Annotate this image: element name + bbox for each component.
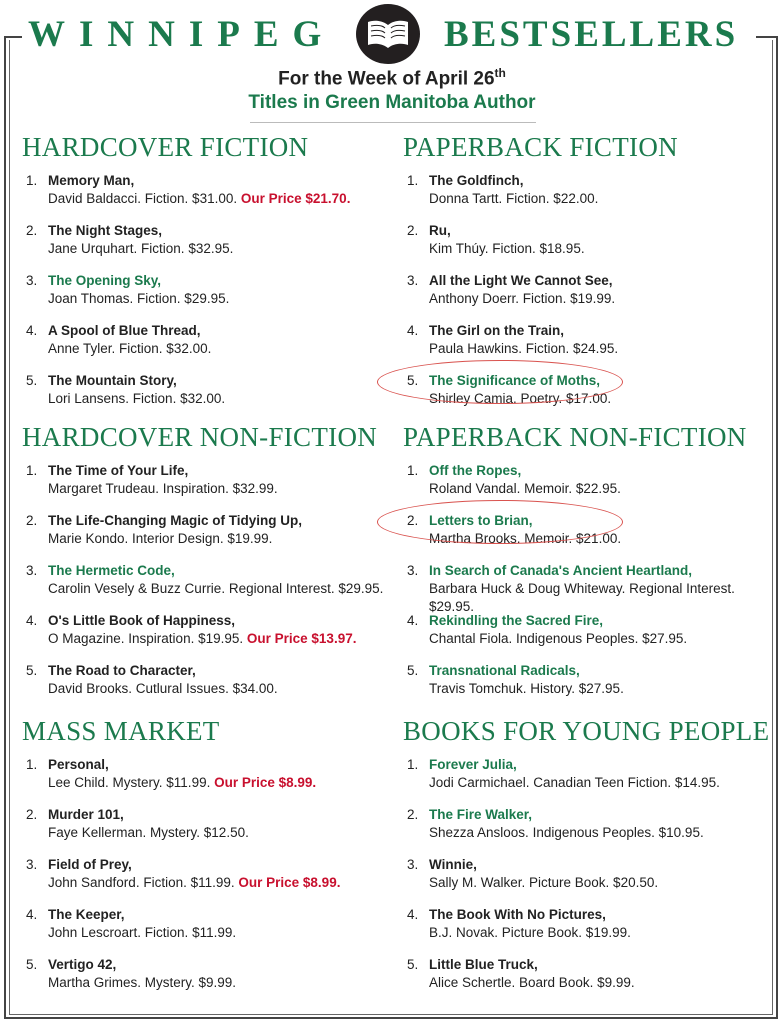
book-title: All the Light We Cannot See, xyxy=(429,273,613,288)
author-category-price: Lee Child. Mystery. $11.99. xyxy=(48,775,211,790)
author-category-price: Faye Kellerman. Mystery. $12.50. xyxy=(48,825,249,840)
book-detail xyxy=(48,924,392,942)
book-title: Ru, xyxy=(429,223,451,238)
rank-number: 3. xyxy=(407,273,419,288)
rank-number: 5. xyxy=(407,373,419,388)
book-title: The Fire Walker, xyxy=(429,807,533,822)
author-category-price: Martha Brooks. Memoir. $21.00. xyxy=(429,531,622,546)
masthead xyxy=(0,0,784,70)
highlight-circle xyxy=(377,500,623,544)
section-heading: HARDCOVER NON-FICTION xyxy=(22,422,378,452)
sale-price: Our Price $13.97. xyxy=(246,631,357,646)
author-category-price: Chantal Fiola. Indigenous Peoples. $27.95. xyxy=(429,631,688,646)
book-detail xyxy=(429,680,773,698)
list-item xyxy=(22,612,392,662)
list-item xyxy=(22,222,392,272)
book-title: The Girl on the Train, xyxy=(429,323,565,338)
list-item xyxy=(403,172,773,222)
book-title: The Opening Sky, xyxy=(48,273,162,288)
list-item xyxy=(22,956,392,1006)
section-paperback-fiction xyxy=(403,132,773,422)
book-title: The Night Stages, xyxy=(48,223,163,238)
author-category-price: Jane Urquhart. Fiction. $32.95. xyxy=(48,241,234,256)
book-detail xyxy=(429,190,773,208)
book-detail xyxy=(48,190,392,208)
list-item xyxy=(22,272,392,322)
author-category-price: Shirley Camia. Poetry. $17.00. xyxy=(429,391,612,406)
section-books-for-young-people xyxy=(403,716,773,1006)
book-title: Transnational Radicals, xyxy=(429,663,580,678)
book-title: Field of Prey, xyxy=(48,857,132,872)
header-divider xyxy=(250,122,536,123)
list-item xyxy=(403,662,773,712)
rank-number: 3. xyxy=(407,857,419,872)
book-title: The Mountain Story, xyxy=(48,373,177,388)
book-detail xyxy=(429,774,773,792)
author-category-price: David Brooks. Cutlural Issues. $34.00. xyxy=(48,681,278,696)
rank-number: 4. xyxy=(26,907,38,922)
sale-price: Our Price $8.99. xyxy=(214,775,317,790)
book-title: Letters to Brian, xyxy=(429,513,533,528)
book-title: O's Little Book of Happiness, xyxy=(48,613,235,628)
rank-number: 2. xyxy=(26,513,38,528)
author-category-price: Anne Tyler. Fiction. $32.00. xyxy=(48,341,212,356)
section-hardcover-non-fiction xyxy=(22,422,392,712)
masthead-bestsellers: BESTSELLERS xyxy=(438,10,744,60)
book-title: Rekindling the Sacred Fire, xyxy=(429,613,604,628)
rank-number: 2. xyxy=(407,223,419,238)
list-item xyxy=(403,906,773,956)
book-title: Little Blue Truck, xyxy=(429,957,538,972)
rank-number: 4. xyxy=(407,907,419,922)
book-detail xyxy=(48,874,392,892)
rank-number: 3. xyxy=(407,563,419,578)
list-item xyxy=(22,806,392,856)
list-item xyxy=(22,322,392,372)
book-detail xyxy=(429,290,773,308)
sale-price: Our Price $8.99. xyxy=(238,875,341,890)
list-item xyxy=(22,662,392,712)
book-detail xyxy=(48,340,392,358)
book-title: A Spool of Blue Thread, xyxy=(48,323,201,338)
masthead-winnipeg: WINNIPEG xyxy=(22,10,341,60)
rank-number: 3. xyxy=(26,273,38,288)
book-detail xyxy=(48,974,392,992)
list-item xyxy=(22,856,392,906)
rank-number: 4. xyxy=(26,323,38,338)
legend-manitoba-author: Titles in Green Manitoba Author xyxy=(248,92,536,113)
book-title: Off the Ropes, xyxy=(429,463,522,478)
rank-number: 4. xyxy=(407,323,419,338)
section-heading: PAPERBACK NON-FICTION xyxy=(403,422,747,452)
book-detail xyxy=(429,240,773,258)
author-category-price: Marie Kondo. Interior Design. $19.99. xyxy=(48,531,273,546)
rank-number: 1. xyxy=(26,463,38,478)
book-detail xyxy=(429,340,773,358)
list-item xyxy=(22,512,392,562)
book-title: The Hermetic Code, xyxy=(48,563,175,578)
list-item xyxy=(22,372,392,422)
list-item xyxy=(22,172,392,222)
section-heading: BOOKS FOR YOUNG PEOPLE xyxy=(403,716,770,746)
list-item xyxy=(22,562,392,612)
author-category-price: John Sandford. Fiction. $11.99. xyxy=(48,875,235,890)
rank-number: 1. xyxy=(26,173,38,188)
book-title: Memory Man, xyxy=(48,173,135,188)
book-detail xyxy=(429,974,773,992)
section-hardcover-fiction xyxy=(22,132,392,422)
author-category-price: Kim Thúy. Fiction. $18.95. xyxy=(429,241,585,256)
book-title: The Goldfinch, xyxy=(429,173,524,188)
list-item xyxy=(403,562,773,612)
book-detail xyxy=(48,240,392,258)
author-category-price: John Lescroart. Fiction. $11.99. xyxy=(48,925,237,940)
author-category-price: Shezza Ansloos. Indigenous Peoples. $10.95. xyxy=(429,825,704,840)
rank-number: 2. xyxy=(407,513,419,528)
book-title: In Search of Canada's Ancient Heartland, xyxy=(429,563,693,578)
list-item xyxy=(22,906,392,956)
book-detail xyxy=(429,480,773,498)
book-title: The Significance of Moths, xyxy=(429,373,601,388)
rank-number: 1. xyxy=(407,173,419,188)
book-title: Forever Julia, xyxy=(429,757,517,772)
rank-number: 4. xyxy=(26,613,38,628)
list-item xyxy=(403,756,773,806)
author-category-price: Carolin Vesely & Buzz Currie. Regional Interest. $29.95. xyxy=(48,581,384,596)
author-category-price: Martha Grimes. Mystery. $9.99. xyxy=(48,975,237,990)
author-category-price: Barbara Huck & Doug Whiteway. Regional Interest. $29.95. xyxy=(429,581,735,614)
book-title: The Book With No Pictures, xyxy=(429,907,606,922)
sale-price: Our Price $21.70. xyxy=(240,191,351,206)
author-category-price: Anthony Doerr. Fiction. $19.99. xyxy=(429,291,616,306)
list-item xyxy=(22,756,392,806)
rank-number: 2. xyxy=(407,807,419,822)
rank-number: 5. xyxy=(26,663,38,678)
author-category-price: O Magazine. Inspiration. $19.95. xyxy=(48,631,244,646)
book-detail xyxy=(48,824,392,842)
author-category-price: Roland Vandal. Memoir. $22.95. xyxy=(429,481,621,496)
author-category-price: Travis Tomchuk. History. $27.95. xyxy=(429,681,624,696)
author-category-price: Joan Thomas. Fiction. $29.95. xyxy=(48,291,230,306)
book-detail xyxy=(48,680,392,698)
list-item xyxy=(403,372,773,422)
book-detail xyxy=(48,390,392,408)
list-item xyxy=(403,272,773,322)
section-paperback-non-fiction xyxy=(403,422,773,712)
list-item xyxy=(403,612,773,662)
book-detail xyxy=(429,630,773,648)
rank-number: 5. xyxy=(407,957,419,972)
rank-number: 4. xyxy=(407,613,419,628)
book-title: Vertigo 42, xyxy=(48,957,117,972)
author-category-price: Jodi Carmichael. Canadian Teen Fiction. $14.95. xyxy=(429,775,720,790)
book-detail xyxy=(48,630,392,648)
book-title: The Keeper, xyxy=(48,907,125,922)
rank-number: 5. xyxy=(407,663,419,678)
list-item xyxy=(403,222,773,272)
list-item xyxy=(403,956,773,1006)
book-detail xyxy=(429,874,773,892)
book-title: The Time of Your Life, xyxy=(48,463,189,478)
book-detail xyxy=(48,580,392,598)
rank-number: 1. xyxy=(407,463,419,478)
section-heading: PAPERBACK FICTION xyxy=(403,132,678,162)
book-detail xyxy=(429,580,773,616)
list-item xyxy=(403,806,773,856)
rank-number: 3. xyxy=(26,857,38,872)
author-category-price: Margaret Trudeau. Inspiration. $32.99. xyxy=(48,481,278,496)
book-detail xyxy=(48,290,392,308)
rank-number: 5. xyxy=(26,957,38,972)
rank-number: 2. xyxy=(26,223,38,238)
author-category-price: B.J. Novak. Picture Book. $19.99. xyxy=(429,925,631,940)
section-mass-market xyxy=(22,716,392,1006)
open-book-icon xyxy=(356,4,420,64)
author-category-price: Donna Tartt. Fiction. $22.00. xyxy=(429,191,599,206)
author-category-price: Alice Schertle. Board Book. $9.99. xyxy=(429,975,635,990)
book-title: Personal, xyxy=(48,757,109,772)
list-item xyxy=(403,856,773,906)
book-detail xyxy=(48,530,392,548)
book-detail xyxy=(48,480,392,498)
week-line: For the Week of April 26th xyxy=(278,66,506,90)
book-title: The Road to Character, xyxy=(48,663,196,678)
author-category-price: Paula Hawkins. Fiction. $24.95. xyxy=(429,341,619,356)
rank-number: 1. xyxy=(407,757,419,772)
author-category-price: David Baldacci. Fiction. $31.00. xyxy=(48,191,238,206)
book-detail xyxy=(429,924,773,942)
author-category-price: Lori Lansens. Fiction. $32.00. xyxy=(48,391,226,406)
list-item xyxy=(22,462,392,512)
section-heading: MASS MARKET xyxy=(22,716,220,746)
book-detail xyxy=(429,824,773,842)
book-title: Murder 101, xyxy=(48,807,124,822)
rank-number: 1. xyxy=(26,757,38,772)
section-heading: HARDCOVER FICTION xyxy=(22,132,309,162)
list-item xyxy=(403,512,773,562)
highlight-circle xyxy=(377,360,623,404)
rank-number: 2. xyxy=(26,807,38,822)
book-title: The Life-Changing Magic of Tidying Up, xyxy=(48,513,302,528)
rank-number: 3. xyxy=(26,563,38,578)
book-detail xyxy=(48,774,392,792)
book-title: Winnie, xyxy=(429,857,477,872)
author-category-price: Sally M. Walker. Picture Book. $20.50. xyxy=(429,875,659,890)
rank-number: 5. xyxy=(26,373,38,388)
